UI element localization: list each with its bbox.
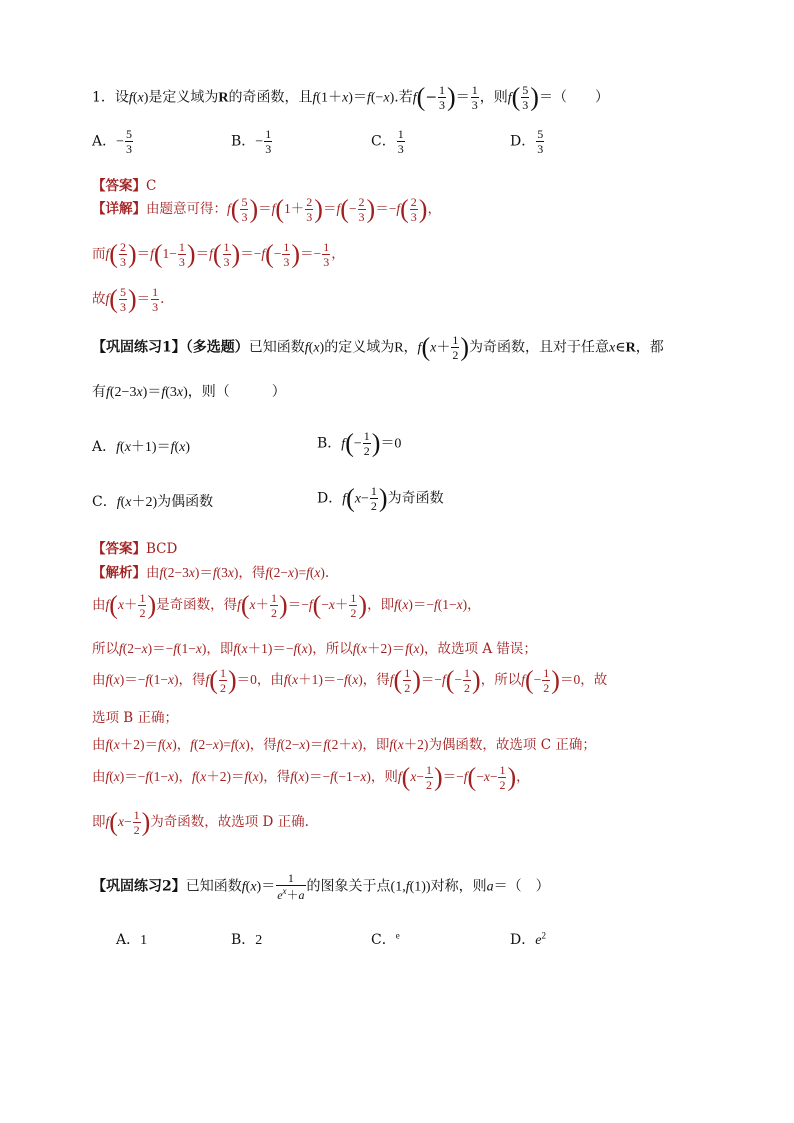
q1-detail-line1: 【详解】由题意可得：f( $\frac{5}{3}$ )＝f(1＋ $\frac{2}{3}$ )＝f(− $\frac{2}{3}$ )＝−f( $\frac{2}{3}$ )， xyxy=(92,194,441,224)
p1-option-b[interactable]: B．f(− $\frac{1}{2}$ )＝0 xyxy=(317,428,402,458)
p1-analysis-line8: 即f(x− $\frac{1}{2}$ )为奇函数，故选项 D 正确. xyxy=(92,807,309,837)
p2-option-b[interactable]: B．2 xyxy=(231,932,263,948)
q1-detail-line2: 而f( $\frac{2}{3}$ )＝f(1− $\frac{1}{3}$ )＝f( $\frac{1}{3}$ )＝−f(− $\frac{1}{3}$ )＝− $\frac{1}{3}$ ， xyxy=(92,239,345,269)
p1-stem-line1: 【巩固练习1】（多选题）已知函数f(x)的定义域为R，f(x＋ $\frac{1}{2}$ )为奇函数，且对于任意x∈R，都 xyxy=(92,332,664,362)
p2-stem: 【巩固练习2】已知函数f(x)＝ $\frac{1}{e^x+a}$ 的图象关于点(1,f(1))对称，则a＝（ ） xyxy=(92,871,550,902)
p1-answer: 【答案】BCD xyxy=(92,541,178,557)
p1-analysis-line6: 由f(x＋2)＝f(x)，f(2−x)=f(x)，得f(2−x)＝f(2＋x)，即f(x＋2)为偶函数，故选项 C 正确； xyxy=(92,737,596,753)
q1-option-c[interactable]: C． $\frac{1}{3}$ xyxy=(371,127,404,156)
p1-stem-line2: 有f(2−3x)＝f(3x)，则（ ） xyxy=(92,384,286,400)
p1-option-d[interactable]: D．f(x− $\frac{1}{2}$ )为奇函数 xyxy=(317,483,444,513)
q1-option-b[interactable]: B．− $\frac{1}{3}$ xyxy=(231,127,272,156)
p1-analysis-line5: 选项 B 正确； xyxy=(92,710,179,726)
p1-analysis-line2: 由f(x＋ $\frac{1}{2}$ )是奇函数，得f(x＋ $\frac{1}{2}$ )＝−f(−x＋ $\frac{1}{2}$ )，即f(x)＝−f(1−x)， xyxy=(92,590,481,620)
q1-answer: 【答案】C xyxy=(92,178,157,194)
p1-option-c[interactable]: C．f(x＋2)为偶函数 xyxy=(92,494,214,510)
q1-stem: 1．设f(x)是定义域为R的奇函数，且f(1＋x)＝f(−x).若f(− $\frac{1}{3}$ )＝ $\frac{1}{3}$ ，则f( $\frac{5}{3}$ )＝（ ） xyxy=(92,82,609,112)
p1-analysis-line4: 由f(x)＝−f(1−x)，得f( $\frac{1}{2}$ )＝0，由f(x＋1)＝−f(x)，得f( $\frac{1}{2}$ )＝−f(− $\frac{1}{2}$ )，所以f(− $\frac{1}{2}$ )＝0，故 xyxy=(92,665,608,695)
q1-option-a[interactable]: A．− $\frac{5}{3}$ xyxy=(92,127,133,156)
p2-option-d[interactable]: D．$e^2$ xyxy=(510,930,546,948)
p1-analysis-line1: 【解析】由f(2−3x)＝f(3x)，得f(2−x)=f(x). xyxy=(92,565,330,581)
q1-detail-line3: 故f( $\frac{5}{3}$ )＝ $\frac{1}{3}$ . xyxy=(92,284,165,314)
q1-number: 1． xyxy=(92,89,115,106)
p1-analysis-line7: 由f(x)＝−f(1−x)，f(x＋2)＝f(x)，得f(x)＝−f(−1−x)，则f(x− $\frac{1}{2}$ )＝−f(−x− $\frac{1}{2}$ )， xyxy=(92,762,530,792)
p1-analysis-line3: 所以f(2−x)＝−f(1−x)，即f(x＋1)＝−f(x)，所以f(x＋2)＝f(x)，故选项 A 错误； xyxy=(92,641,537,657)
q1-option-d[interactable]: D． $\frac{5}{3}$ xyxy=(510,127,544,156)
p1-option-a[interactable]: A．f(x＋1)＝f(x) xyxy=(92,439,191,455)
p2-option-c[interactable]: C．$^e$ xyxy=(371,930,400,948)
p2-option-a[interactable]: A．1 xyxy=(116,932,148,948)
